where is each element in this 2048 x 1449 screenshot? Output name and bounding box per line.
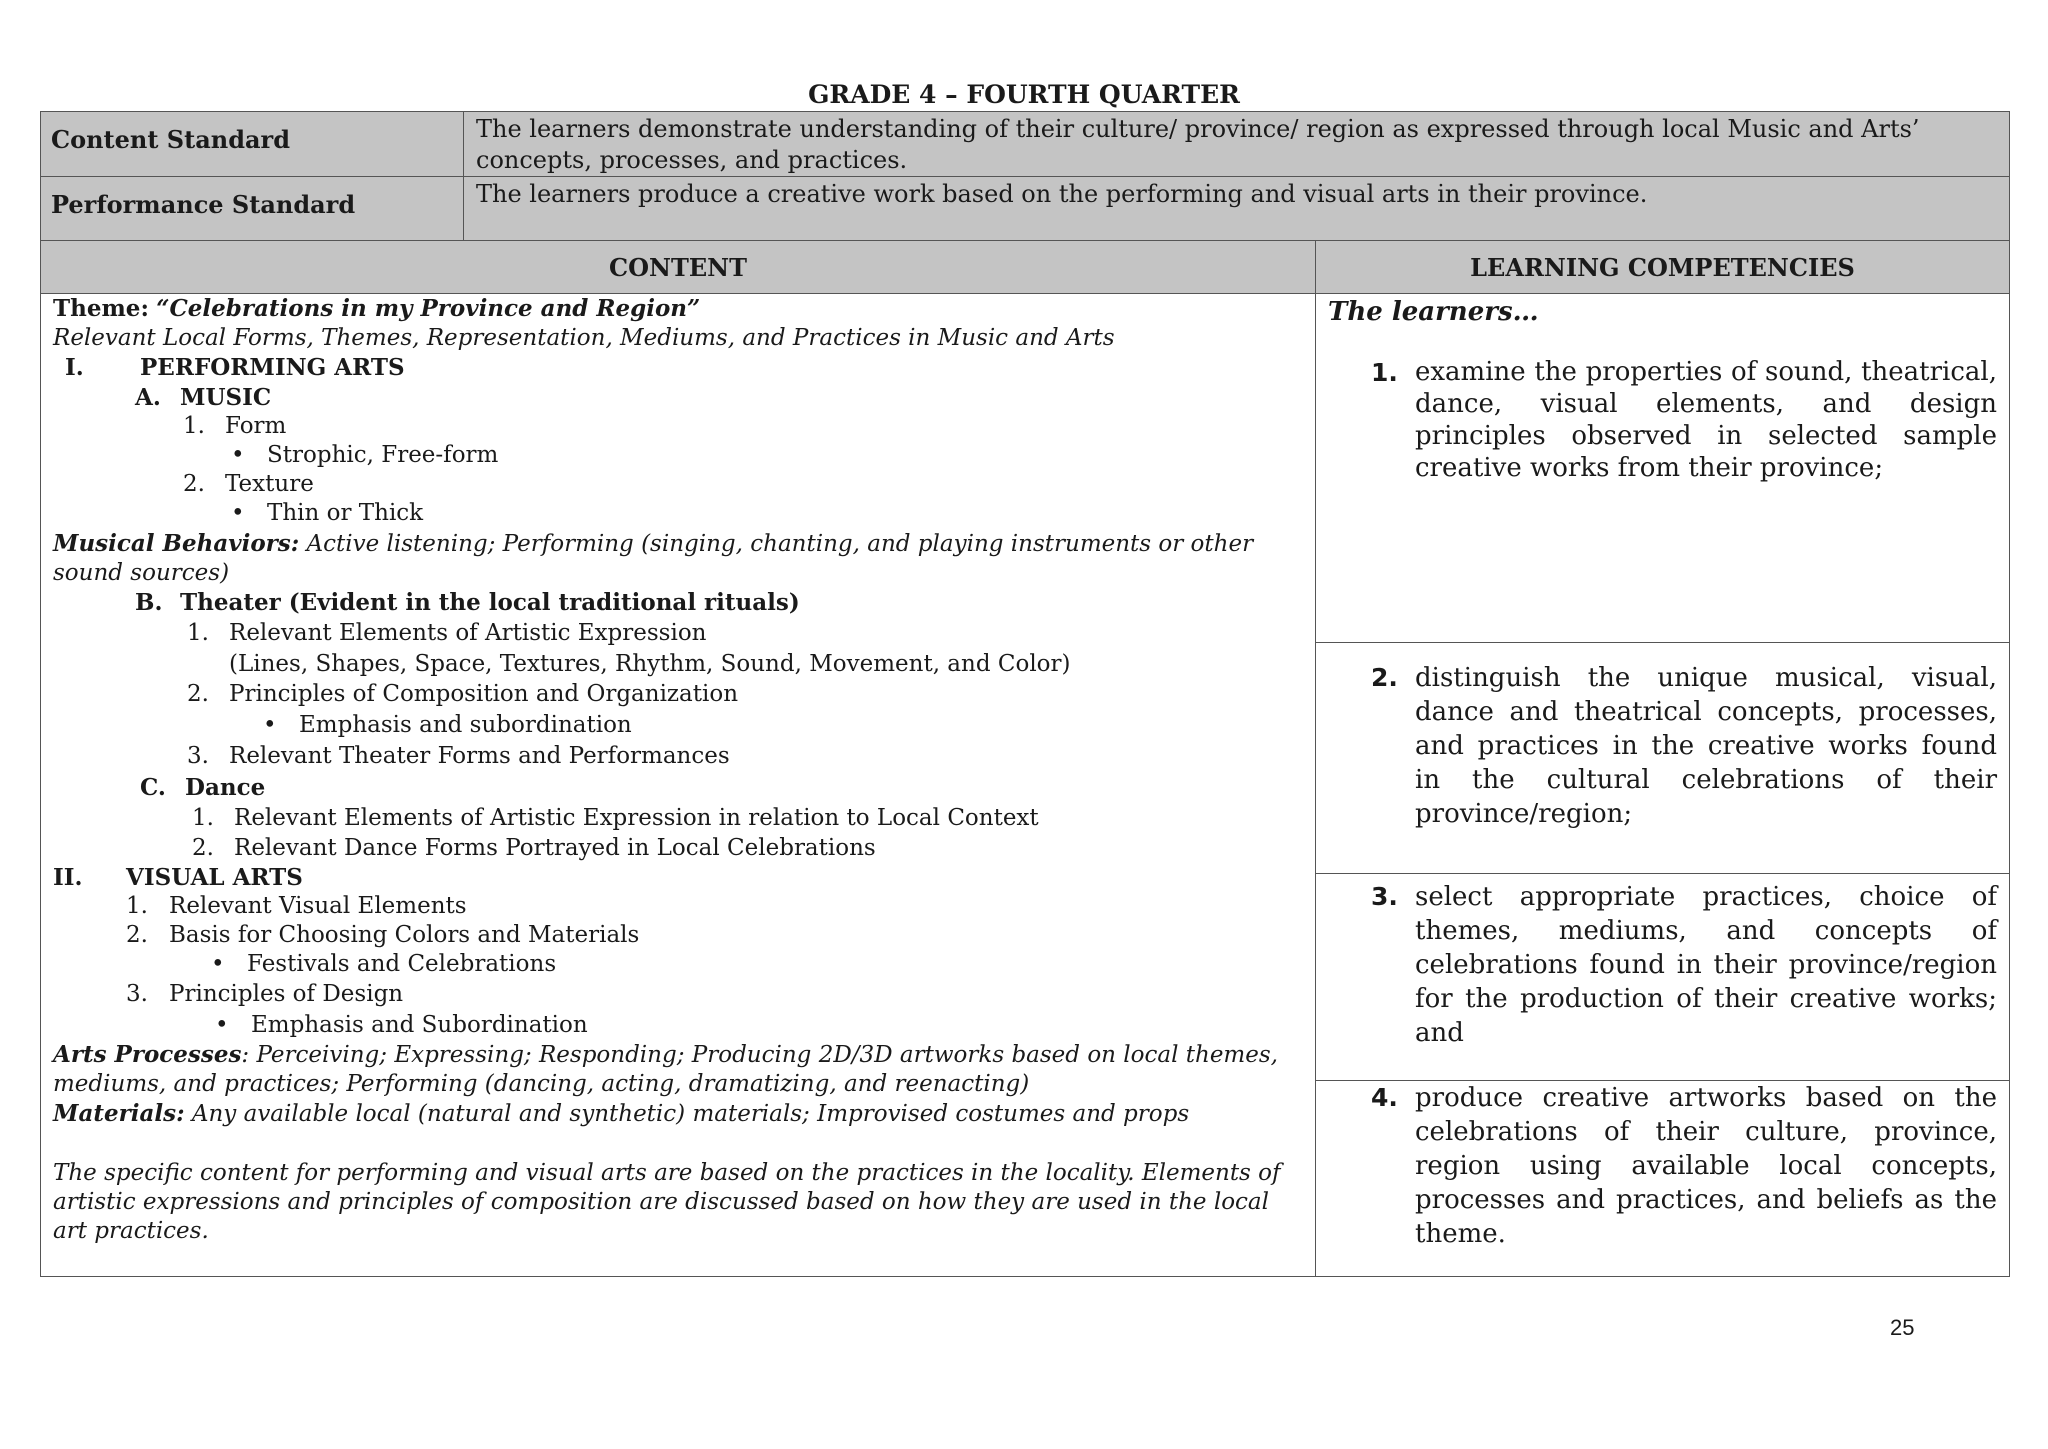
competency-item: 4. produce creative artworks based on the celebrations of their culture, province, region using available local concepts, processes and practices, and beliefs as the theme.: [1371, 1083, 1997, 1249]
note-line: The specific content for performing and visual arts are based on the practices in the locality. Elements of: [53, 1159, 1281, 1186]
list-item: • Thin or Thick: [231, 500, 424, 527]
dance-heading: Dance: [185, 774, 266, 802]
page-title: GRADE 4 – FOURTH QUARTER: [808, 80, 1240, 109]
note-line: artistic expressions and principles of composition are discussed based on how they are used in the local: [53, 1188, 1269, 1215]
list-item: 2. Basis for Choosing Colors and Materials: [126, 922, 640, 949]
competency-item: 3. select appropriate practices, choice of themes, mediums, and concepts of celebrations found in their province/region for the production of their creative works; and: [1371, 882, 1997, 1048]
visual-arts-heading: VISUAL ARTS: [126, 863, 303, 891]
standards-table: [40, 111, 2010, 241]
list-item: • Emphasis and Subordination: [215, 1011, 588, 1038]
arts-processes-label: Arts Processes: [53, 1041, 242, 1069]
musical-behaviors-text: Active listening; Performing (singing, chanting, and playing instruments or other: [306, 530, 1254, 557]
competency-cell-1: [1316, 294, 2010, 643]
musical-behaviors-label: Musical Behaviors:: [53, 529, 300, 557]
performing-numeral: I.: [65, 354, 84, 382]
performance-standard-label: Performance Standard: [41, 177, 464, 241]
content-standard-text: The learners demonstrate understanding of their culture/ province/ region as expressed through local Music and Arts’ concepts, processes, and practices.: [464, 112, 2010, 177]
materials-text: Any available local (natural and synthetic) materials: [191, 1101, 803, 1128]
list-item: 2. Relevant Dance Forms Portrayed in Local Celebrations: [192, 834, 876, 861]
theme-title: “Celebrations in my Province and Region”: [156, 295, 701, 322]
header-row: [41, 241, 2010, 294]
list-item: 2. Principles of Composition and Organization: [187, 680, 739, 707]
arts-processes-text: : Perceiving; Expressing; Responding; Producing 2D/3D artworks based on local themes,: [241, 1042, 1278, 1069]
list-item: • Strophic, Free-form: [231, 442, 499, 469]
theater-heading: Theater (Evident in the local traditional rituals): [180, 589, 800, 617]
music-heading: MUSIC: [180, 383, 272, 411]
content-standard-label: Content Standard: [41, 112, 464, 177]
body-row: [41, 294, 2010, 643]
musical-behaviors-text-cont: sound sources): [53, 559, 230, 586]
list-item: 1. Form: [183, 412, 287, 439]
competency-cell-3: [1316, 874, 2010, 1081]
competency-item: 2. distinguish the unique musical, visual, dance and theatrical concepts, processes, and practices in the creative works found in the cultural celebrations of their province/region;: [1371, 663, 1997, 829]
arts-processes-text-cont: mediums, and practices; Performing (dancing, acting, dramatizing, and reenacting): [53, 1071, 1030, 1098]
list-item: 1. Relevant Visual Elements: [126, 893, 467, 920]
materials-label: Materials:: [53, 1100, 185, 1128]
note-line: art practices.: [53, 1218, 209, 1245]
content-cell: [41, 294, 1316, 1277]
list-item: 1. Relevant Elements of Artistic Expression in relation to Local Context: [192, 805, 1039, 832]
content-outline: [41, 294, 1315, 1246]
competencies-header: LEARNING COMPETENCIES: [1316, 241, 2010, 294]
competencies-intro: The learners…: [1328, 297, 1539, 327]
content-competencies-table: [40, 240, 2010, 1277]
dance-letter: C.: [140, 774, 166, 802]
content-standard-row: [41, 112, 2010, 177]
content-header: CONTENT: [41, 241, 1316, 294]
list-item: • Emphasis and subordination: [263, 711, 632, 738]
list-item: 1. Relevant Elements of Artistic Expression: [187, 620, 707, 647]
list-item: 2. Texture: [183, 471, 314, 498]
page-number: 25: [1890, 1315, 1915, 1340]
theater-letter: B.: [135, 589, 163, 617]
performance-standard-text: The learners produce a creative work based on the performing and visual arts in their province.: [464, 177, 2010, 241]
visual-numeral: II.: [53, 863, 83, 891]
performance-standard-row: [41, 177, 2010, 241]
performing-arts-heading: PERFORMING ARTS: [140, 354, 405, 382]
list-item: (Lines, Shapes, Space, Textures, Rhythm, Sound, Movement, and Color): [229, 651, 1071, 678]
list-item: 3. Relevant Theater Forms and Performances: [187, 743, 730, 770]
music-letter: A.: [135, 383, 161, 411]
theme-label: Theme:: [53, 295, 149, 322]
content-subtitle: Relevant Local Forms, Themes, Representation, Mediums, and Practices in Music and Arts: [53, 325, 1115, 352]
materials-text-cont: ; Improvised costumes and props: [802, 1101, 1190, 1128]
competency-item: 1. examine the properties of sound, theatrical, dance, visual elements, and design principles observed in selected sample creative works from their province;: [1371, 357, 1997, 483]
competency-cell-4: [1316, 1081, 2010, 1277]
list-item: • Festivals and Celebrations: [211, 951, 557, 978]
competency-cell-2: [1316, 643, 2010, 874]
list-item: 3. Principles of Design: [126, 980, 404, 1007]
